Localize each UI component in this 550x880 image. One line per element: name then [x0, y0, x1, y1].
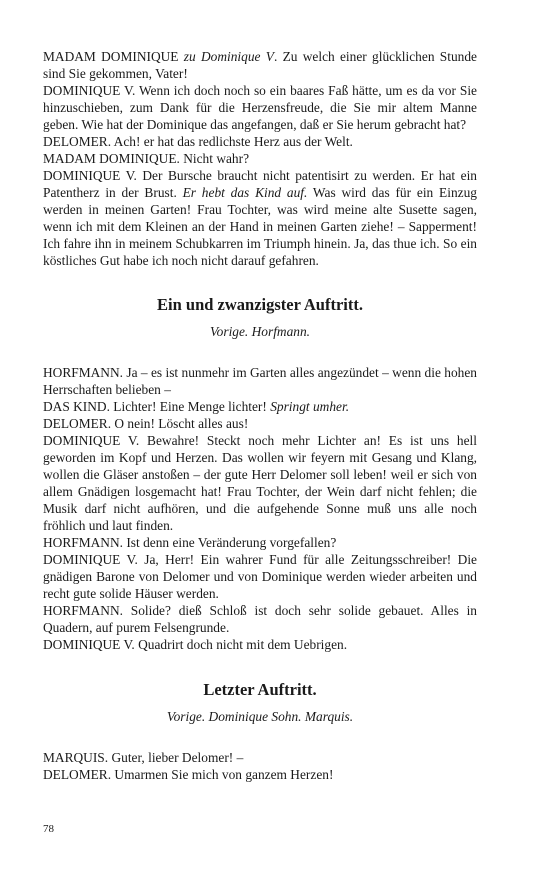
page-body — [43, 48, 477, 783]
dialogue-line — [43, 150, 477, 167]
speaker-line-text: HORFMANN. Ist denn eine Veränderung vorgefallen? — [43, 535, 337, 550]
scene-heading: Ein und zwanzigster Auftritt. — [157, 295, 363, 314]
dialogue-line — [43, 749, 477, 766]
speaker-line-text: DOMINIQUE V. Wenn ich doch noch so ein baares Faß hätte, um es da vor Sie hinzuschieben, zum Dank für die Herzensfreude, die Sie mir altem Manne geben. Wie hat der Dominique das angefangen, daß er Sie herum gebracht hat? — [43, 83, 477, 132]
dialogue-line — [43, 766, 477, 783]
speaker-line-text: Was wird das für ein Einzug werden in meinen Garten! Frau Tochter, was wird meine alte Susette sagen, wenn ich mit dem Kleinen an der Hand in meinen Garten ziehe! – Sapperment! Ich fahre ihn in meinem Schubkarren im Triumph hinein. Ja, das thue ich. So ein köstliches Gut habe ich noch nicht darauf gefahren. — [43, 185, 477, 268]
stage-direction: Springt umher. — [270, 399, 350, 414]
dialogue-line — [43, 551, 477, 602]
speaker-line-text: DOMINIQUE V. Der Bursche braucht nicht patentisirt zu werden. Er hat ein Patentherz in der Brust. — [43, 168, 477, 200]
dialogue-line — [43, 364, 477, 398]
speaker-line-text: MADAM DOMINIQUE — [43, 49, 184, 64]
speaker-line-text: MADAM DOMINIQUE. Nicht wahr? — [43, 151, 250, 166]
speaker-line-text: DOMINIQUE V. Bewahre! Steckt noch mehr Lichter an! Es ist uns hell geworden im Kopf und Herzen. Das wollen wir feyern mit Gesang und Klang, wollen die Gläser anstoßen – der gute Herr Delomer soll leben! weil er sich von allem Gnädigen losgemacht hat! Frau Tochter, der Wein darf nicht fehlen; die Musik darf nicht aufhören, und die aufgehende Sonne muß uns alle noch fröhlich und laut finden. — [43, 433, 477, 533]
dialogue-line — [43, 398, 477, 415]
dialogue-line — [43, 534, 477, 551]
dialogue-line — [43, 432, 477, 534]
speaker-line-text: DAS KIND. Lichter! Eine Menge lichter! — [43, 399, 271, 414]
speaker-line-text: HORFMANN. Ja – es ist nunmehr im Garten alles angezündet – wenn die hohen Herrschaften belieben – — [43, 365, 477, 397]
dialogue-line — [43, 415, 477, 432]
speaker-line-text: DOMINIQUE V. Quadrirt doch nicht mit dem Uebrigen. — [43, 637, 348, 652]
dialogue-block — [43, 48, 477, 269]
scene-stage-direction: Vorige. Horfmann. — [209, 324, 311, 339]
speaker-line-text: DELOMER. Ach! er hat das redlichste Herz aus der Welt. — [43, 134, 353, 149]
dialogue-block — [43, 749, 477, 783]
dialogue-line — [43, 133, 477, 150]
scene-heading: Letzter Auftritt. — [203, 680, 317, 699]
speaker-line-text: HORFMANN. Solide? dieß Schloß ist doch sehr solide gebauet. Alles in Quadern, auf purem Felsengrunde. — [43, 603, 477, 635]
page-number: 78 — [43, 823, 54, 835]
speaker-line-text: DOMINIQUE V. Ja, Herr! Ein wahrer Fund für alle Zeitungsschreiber! Die gnädigen Barone von Delomer und von Dominique werden wieder arbeiten und recht gute solide Häuser werden. — [43, 552, 477, 601]
speaker-line-text: DELOMER. Umarmen Sie mich von ganzem Herzen! — [43, 767, 334, 782]
dialogue-line — [43, 636, 477, 653]
stage-direction: zu Dominique V — [183, 49, 274, 64]
dialogue-line — [43, 602, 477, 636]
speaker-line-text: DELOMER. O nein! Löscht alles aus! — [43, 416, 249, 431]
dialogue-line — [43, 82, 477, 133]
speaker-line-text: MARQUIS. Guter, lieber Delomer! – — [43, 750, 244, 765]
speaker-line-text: . Zu welch einer glücklichen Stunde sind Sie gekommen, Vater! — [43, 49, 477, 81]
scene-stage-direction: Vorige. Dominique Sohn. Marquis. — [166, 709, 354, 724]
stage-direction: Er hebt das Kind auf. — [182, 185, 308, 200]
dialogue-line — [43, 48, 477, 82]
dialogue-line — [43, 167, 477, 269]
dialogue-block — [43, 364, 477, 653]
